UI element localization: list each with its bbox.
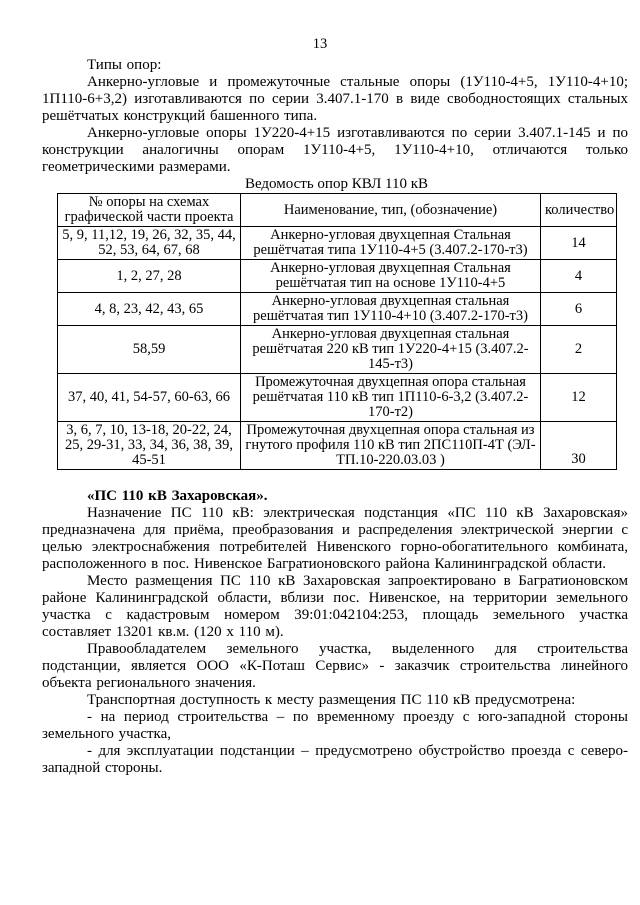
paragraph-1u220-towers: Анкерно-угловые опоры 1У220-4+15 изготавливаются по серии 3.407.1-145 и по конструкции аналогичны опорам 1У110-4+5, 1У110-4+10, отличаются только геометрическими размерами. [42,125,628,175]
paragraph-access-construction: - на период строительства – по временному проезду с юго-западной стороны земельного участка, [42,709,628,742]
cell-name-type: Анкерно-угловая двухцепная Стальная решётчатая типа 1У110-4+5 (3.407.2-170-т3) [241,227,541,260]
cell-quantity: 6 [541,293,617,326]
towers-table [57,193,617,470]
table-row [58,227,617,260]
paragraph-transport-access: Транспортная доступность к месту размещения ПС 110 кВ предусмотрена: [87,692,576,708]
cell-name-type: Промежуточная двухцепная опора стальная из гнутого профиля 110 кВ тип 2ПС110П-4Т (ЭЛ-ТП.10-220.03.03 ) [241,422,541,470]
cell-tower-numbers: 1, 2, 27, 28 [58,260,241,293]
paragraph-anchor-towers: Анкерно-угловые и промежуточные стальные опоры (1У110-4+5, 1У110-4+10; 1П110-6+3,2) изготавливаются по серии 3.407.1-170 в виде свободностоящих стальных решётчатых конструкций башенного типа. [42,74,628,124]
cell-tower-numbers: 5, 9, 11,12, 19, 26, 32, 35, 44, 52, 53, 64, 67, 68 [58,227,241,260]
table-header-row [58,194,617,227]
paragraph-substation-purpose: Назначение ПС 110 кВ: электрическая подстанция «ПС 110 кВ Захаровская» предназначена для приёма, преобразования и распределения электрической энергии с целью электроснабжения потребителей Нивенского горно-обогатительного комбината, расположенного в пос. Нивенское Багратионовского района Калининградской области. [42,505,628,572]
table-row [58,374,617,422]
cell-tower-numbers: 4, 8, 23, 42, 43, 65 [58,293,241,326]
cell-name-type: Анкерно-угловая двухцепная стальная решётчатая 220 кВ тип 1У220-4+15 (3.407.2-145-т3) [241,326,541,374]
cell-tower-numbers: 3, 6, 7, 10, 13-18, 20-22, 24, 25, 29-31, 33, 34, 36, 38, 39, 45-51 [58,422,241,470]
paragraph-land-owner: Правообладателем земельного участка, выделенного для строительства подстанции, является ООО «К-Поташ Сервис» - заказчик строительства линейного объекта регионального значения. [42,641,628,691]
cell-tower-numbers: 58,59 [58,326,241,374]
section-heading-substation: «ПС 110 кВ Захаровская». [87,488,268,504]
paragraph-substation-location: Место размещения ПС 110 кВ Захаровская запроектировано в Багратионовском районе Калининградской области, вблизи пос. Нивенское, на территории земельного участка с кадастровым номером 39:01:042104:253, площадь земельного участка составляет 13201 кв.м. (120 х 110 м). [42,573,628,640]
cell-quantity: 12 [541,374,617,422]
cell-tower-numbers: 37, 40, 41, 54-57, 60-63, 66 [58,374,241,422]
cell-quantity: 14 [541,227,617,260]
header-cell-quantity: количество [541,194,617,227]
table-row [58,422,617,470]
header-cell-tower-numbers: № опоры на схемах графической части проекта [58,194,241,227]
table-caption: Ведомость опор КВЛ 110 кВ [244,176,429,192]
cell-quantity: 2 [541,326,617,374]
cell-name-type: Промежуточная двухцепная опора стальная решётчатая 110 кВ тип 1П110-6-3,2 (3.407.2-170-т2) [241,374,541,422]
cell-name-type: Анкерно-угловая двухцепная Стальная решётчатая тип на основе 1У110-4+5 [241,260,541,293]
cell-quantity: 30 [541,422,617,470]
paragraph-tower-types-label: Типы опор: [87,57,162,73]
table-row [58,293,617,326]
table-row [58,326,617,374]
header-cell-name-type: Наименование, тип, (обозначение) [241,194,541,227]
table-row [58,260,617,293]
cell-name-type: Анкерно-угловая двухцепная стальная решётчатая тип 1У110-4+10 (3.407.2-170-т3) [241,293,541,326]
page-number: 13 [312,36,328,52]
paragraph-access-operation: - для эксплуатации подстанции – предусмотрено обустройство проезда с северо-западной стороны. [42,743,628,776]
cell-quantity: 4 [541,260,617,293]
